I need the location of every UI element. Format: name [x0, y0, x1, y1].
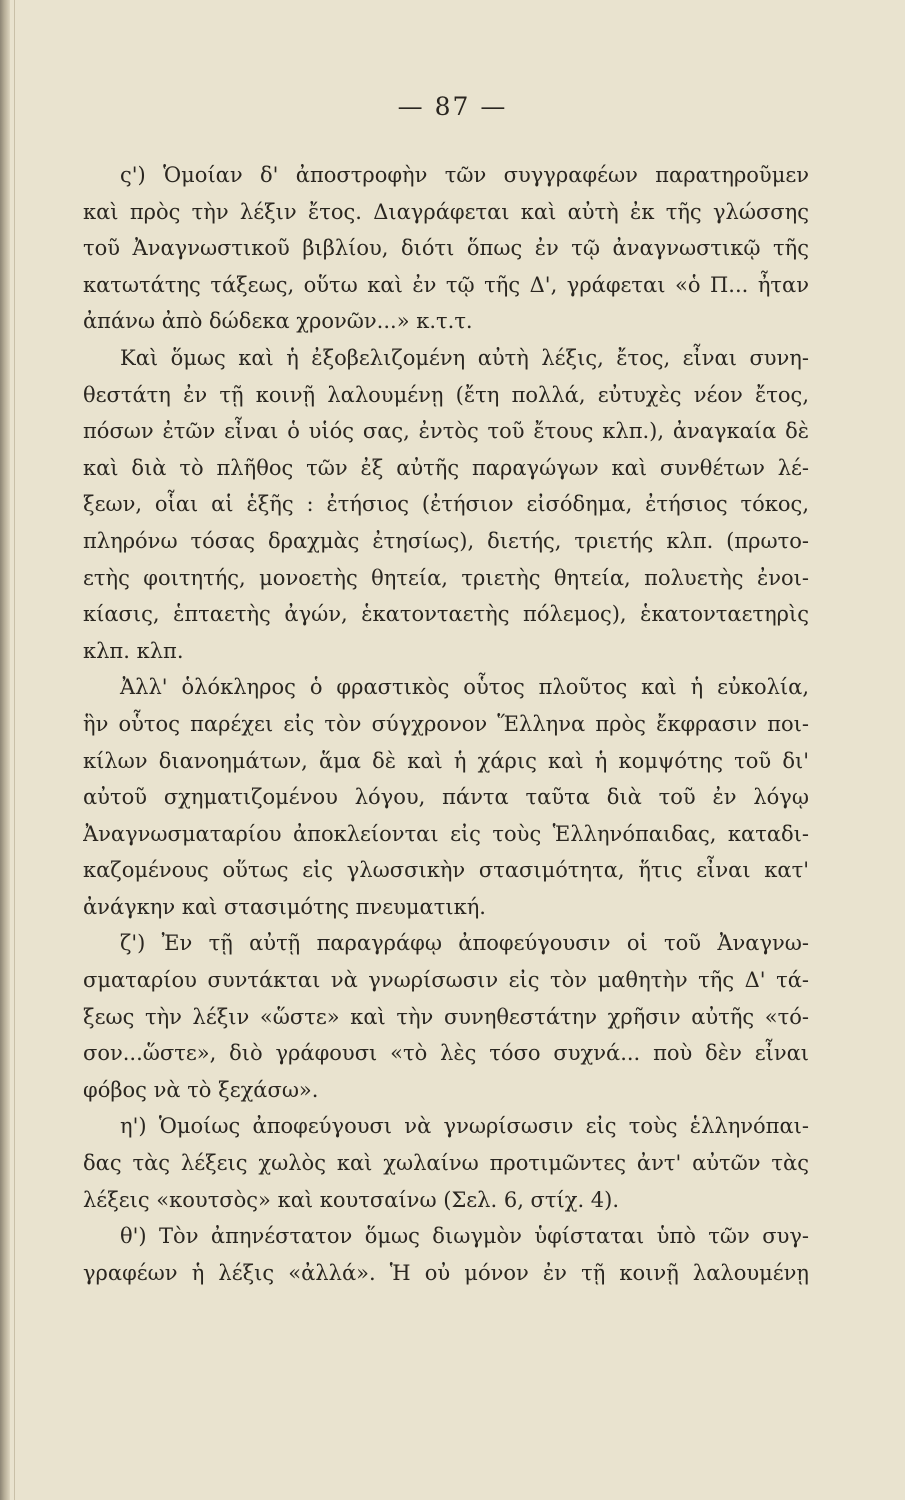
text-line: κλπ. κλπ.	[83, 638, 184, 663]
text-line: δας τὰς λέξεις χωλὸς καὶ χωλαίνω προτιμῶντες ἀντ' αὐτῶν τὰς	[83, 1151, 809, 1176]
text-line: πόσων ἐτῶν εἶναι ὁ υἱός σας, ἐντὸς τοῦ ἔτους κλπ.), ἀναγκαία δὲ	[83, 419, 809, 444]
text-line: θ') Τὸν ἀπηνέστατον ὅμως διωγμὸν ὑφίσταται ὑπὸ τῶν συγ-	[120, 1224, 809, 1249]
text-line: σματαρίου συντάκται νὰ γνωρίσωσιν εἰς τὸν μαθητὴν τῆς Δ' τά-	[83, 968, 809, 993]
text-line: ἀπάνω ἀπὸ δώδεκα χρονῶν...» κ.τ.τ.	[83, 309, 473, 334]
book-spine-shadow	[0, 0, 10, 1500]
page-edge-line	[14, 0, 15, 1500]
text-line: ξεων, οἷαι αἱ ἑξῆς : ἐτήσιος (ἐτήσιον εἰσόδημα, ἐτήσιος τόκος,	[83, 492, 809, 517]
text-line: καζομένους οὕτως εἰς γλωσσικὴν στασιμότητα, ἥτις εἶναι κατ'	[83, 858, 809, 883]
text-line: ἀνάγκην καὶ στασιμότης πνευματική.	[83, 894, 486, 919]
text-line: σον...ὥστε», διὸ γράφουσι «τὸ λὲς τόσο συχνά... ποὺ δὲν εἶναι	[83, 1041, 809, 1066]
page-number: — 87 —	[397, 92, 508, 121]
text-line: ς') Ὁμοίαν δ' ἀποστροφὴν τῶν συγγραφέων παρατηροῦμεν	[120, 163, 809, 187]
text-line: κατωτάτης τάξεως, οὕτω καὶ ἐν τῷ τῆς Δ', γράφεται «ὁ Π... ἦταν	[83, 272, 809, 297]
text-line: Ἀναγνωσματαρίου ἀποκλείονται εἰς τοὺς Ἑλληνόπαιδας, καταδι-	[83, 821, 809, 846]
text-line: η') Ὁμοίως ἀποφεύγουσι νὰ γνωρίσωσιν εἰς τοὺς ἑλληνόπαι-	[120, 1114, 809, 1139]
text-line: λέξεις «κουτσὸς» καὶ κουτσαίνω (Σελ. 6, στίχ. 4).	[83, 1187, 620, 1212]
text-line: πληρόνω τόσας δραχμὰς ἐτησίως), διετής, τριετής κλπ. (πρωτο-	[83, 528, 809, 553]
text-line: γραφέων ἡ λέξις «ἀλλά». Ἡ οὐ μόνον ἐν τῇ κοινῇ λαλουμένῃ	[83, 1260, 809, 1285]
text-line: κίασις, ἑπταετὴς ἀγών, ἑκατονταετὴς πόλεμος), ἑκατονταετηρὶς	[83, 602, 809, 627]
text-line: καὶ πρὸς τὴν λέξιν ἔτος. Διαγράφεται καὶ αὐτὴ ἐκ τῆς γλώσσης	[83, 199, 809, 224]
page-body-text	[83, 157, 809, 1291]
text-line: τοῦ Ἀναγνωστικοῦ βιβλίου, διότι ὅπως ἐν τῷ ἀναγνωστικῷ τῆς	[83, 236, 809, 261]
text-line: ἣν οὗτος παρέχει εἰς τὸν σύγχρονον Ἕλληνα πρὸς ἔκφρασιν ποι-	[83, 711, 809, 736]
text-line: ετὴς φοιτητής, μονοετὴς θητεία, τριετὴς θητεία, πολυετὴς ἐνοι-	[83, 565, 809, 590]
text-line: θεστάτη ἐν τῇ κοινῇ λαλουμένῃ (ἔτη πολλά, εὐτυχὲς νέον ἔτος,	[83, 382, 809, 407]
text-line: καὶ διὰ τὸ πλῆθος τῶν ἐξ αὐτῆς παραγώγων καὶ συνθέτων λέ-	[83, 455, 809, 480]
text-line: ξεως τὴν λέξιν «ὥστε» καὶ τὴν συνηθεστάτην χρῆσιν αὐτῆς «τό-	[83, 1004, 809, 1029]
text-line: φόβος νὰ τὸ ξεχάσω».	[83, 1077, 319, 1102]
text-line: αὐτοῦ σχηματιζομένου λόγου, πάντα ταῦτα διὰ τοῦ ἐν λόγῳ	[83, 785, 809, 810]
text-line: Ἀλλ' ὁλόκληρος ὁ φραστικὸς οὗτος πλοῦτος καὶ ἡ εὐκολία,	[120, 675, 809, 700]
text-line: κίλων διανοημάτων, ἅμα δὲ καὶ ἡ χάρις καὶ ἡ κομψότης τοῦ δι'	[83, 748, 809, 773]
text-line: Καὶ ὅμως καὶ ἡ ἐξοβελιζομένη αὐτὴ λέξις, ἔτος, εἶναι συνη-	[120, 345, 809, 370]
text-line: ζ') Ἐν τῇ αὐτῇ παραγράφῳ ἀποφεύγουσιν οἱ τοῦ Ἀναγνω-	[120, 931, 809, 956]
